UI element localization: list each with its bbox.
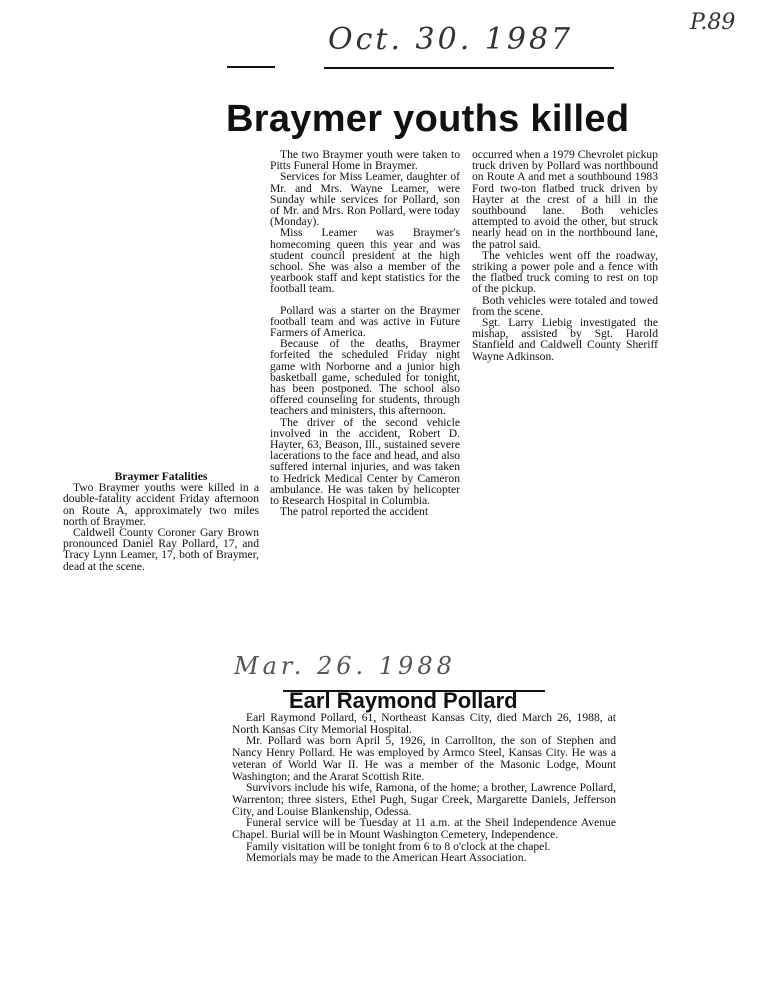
paragraph: Funeral service will be Tuesday at 11 a.m. at the Sheil Independence Avenue Chapel. Burial will be in Mount Washington Cemetery, Independence. bbox=[232, 816, 616, 842]
paragraph: Family visitation will be tonight from 6 to 8 o'clock at the chapel. bbox=[246, 839, 551, 853]
paragraph: Because of the deaths, Braymer forfeited the scheduled Friday night game with Norborne and a junior high basketball game, scheduled for tonight, has been postponed. The school also offered counseling for students, through teachers and ministers, this afternoon. bbox=[270, 337, 460, 418]
article-column-3 bbox=[472, 149, 658, 362]
paragraph: Memorials may be made to the American Heart Association. bbox=[246, 851, 527, 865]
paragraph: Pollard was a starter on the Braymer football team and was active in Future Farmers of America. bbox=[270, 303, 460, 340]
handwritten-date: Mar. 26. 1988 bbox=[234, 652, 456, 680]
paragraph: Caldwell County Coroner Gary Brown pronounced Daniel Ray Pollard, 17, and Tracy Lynn Leamer, 17, both of Braymer, dead at the scene. bbox=[63, 526, 259, 573]
paragraph: The driver of the second vehicle involved in the accident, Robert D. Hayter, 63, Beason, Ill., sustained severe lacerations to the face and head, and also suffered internal injuries, and was taken to Hedrick Medical Center by Cameron ambulance. He was taken by helicopter to Research Hospital in Columbia. bbox=[270, 415, 460, 508]
paragraph: The two Braymer youth were taken to Pitts Funeral Home in Braymer. bbox=[270, 148, 460, 173]
paragraph: Survivors include his wife, Ramona, of the home; a brother, Lawrence Pollard, Warrenton; three sisters, Ethel Pugh, Sugar Creek, Margarette Daniels, Jefferson City, and Louise Blankenship, Odessa. bbox=[232, 781, 616, 818]
sidebar-article bbox=[63, 471, 259, 572]
paragraph: Mr. Pollard was born April 5, 1926, in Carrollton, the son of Stephen and Nancy Henry Pollard. He was employed by Armco Steel, Kansas City. He was a veteran of World War II. He was a member of the Masonic Lodge, Mount Washington; and the Ararat Scottish Rite. bbox=[232, 734, 616, 783]
paragraph: Miss Leamer was Braymer's homecoming queen this year and was student council president at the high school. She was also a member of the yearbook staff and kept statistics for the football team. bbox=[270, 226, 460, 296]
paragraph: Two Braymer youths were killed in a double-fatality accident Friday afternoon on Route A, approximately two miles north of Braymer. bbox=[63, 481, 259, 528]
paragraph: The patrol reported the accident bbox=[280, 505, 429, 519]
divider-rule bbox=[324, 67, 614, 69]
paragraph: occurred when a 1979 Chevrolet pickup truck driven by Pollard was northbound on Route A and met a southbound 1983 Ford two-ton flatbed truck driven by Hayter at the crest of a hill in the southbound lane. Both vehicles attempted to avoid the other, but struck nearly head on in the northbound lane, the patrol said. bbox=[472, 148, 658, 251]
paragraph: Sgt. Larry Liebig investigated the mishap, assisted by Sgt. Harold Stanfield and Caldwell County Sheriff Wayne Adkinson. bbox=[472, 316, 658, 363]
divider-rule bbox=[227, 66, 275, 68]
paragraph: Earl Raymond Pollard, 61, Northeast Kansas City, died March 26, 1988, at North Kansas City Memorial Hospital. bbox=[232, 711, 616, 736]
article-column-2 bbox=[270, 149, 460, 518]
article-headline: Braymer youths killed bbox=[226, 98, 630, 140]
obituary-headline: Earl Raymond Pollard bbox=[289, 688, 518, 713]
paragraph: The vehicles went off the roadway, striking a power pole and a fence with the flatbed truck coming to rest on top of the pickup. bbox=[472, 248, 658, 296]
paragraph: Services for Miss Leamer, daughter of Mr. and Mrs. Wayne Leamer, were Sunday while services for Pollard, son of Mr. and Mrs. Ron Pollard, were today (Monday). bbox=[270, 170, 460, 229]
paragraph: Both vehicles were totaled and towed from the scene. bbox=[472, 293, 658, 318]
page-note: P.89 bbox=[690, 10, 736, 35]
sidebar-subhead: Braymer Fatalities bbox=[114, 470, 208, 483]
obituary-body bbox=[232, 712, 616, 864]
handwritten-date: Oct. 30. 1987 bbox=[328, 22, 574, 57]
